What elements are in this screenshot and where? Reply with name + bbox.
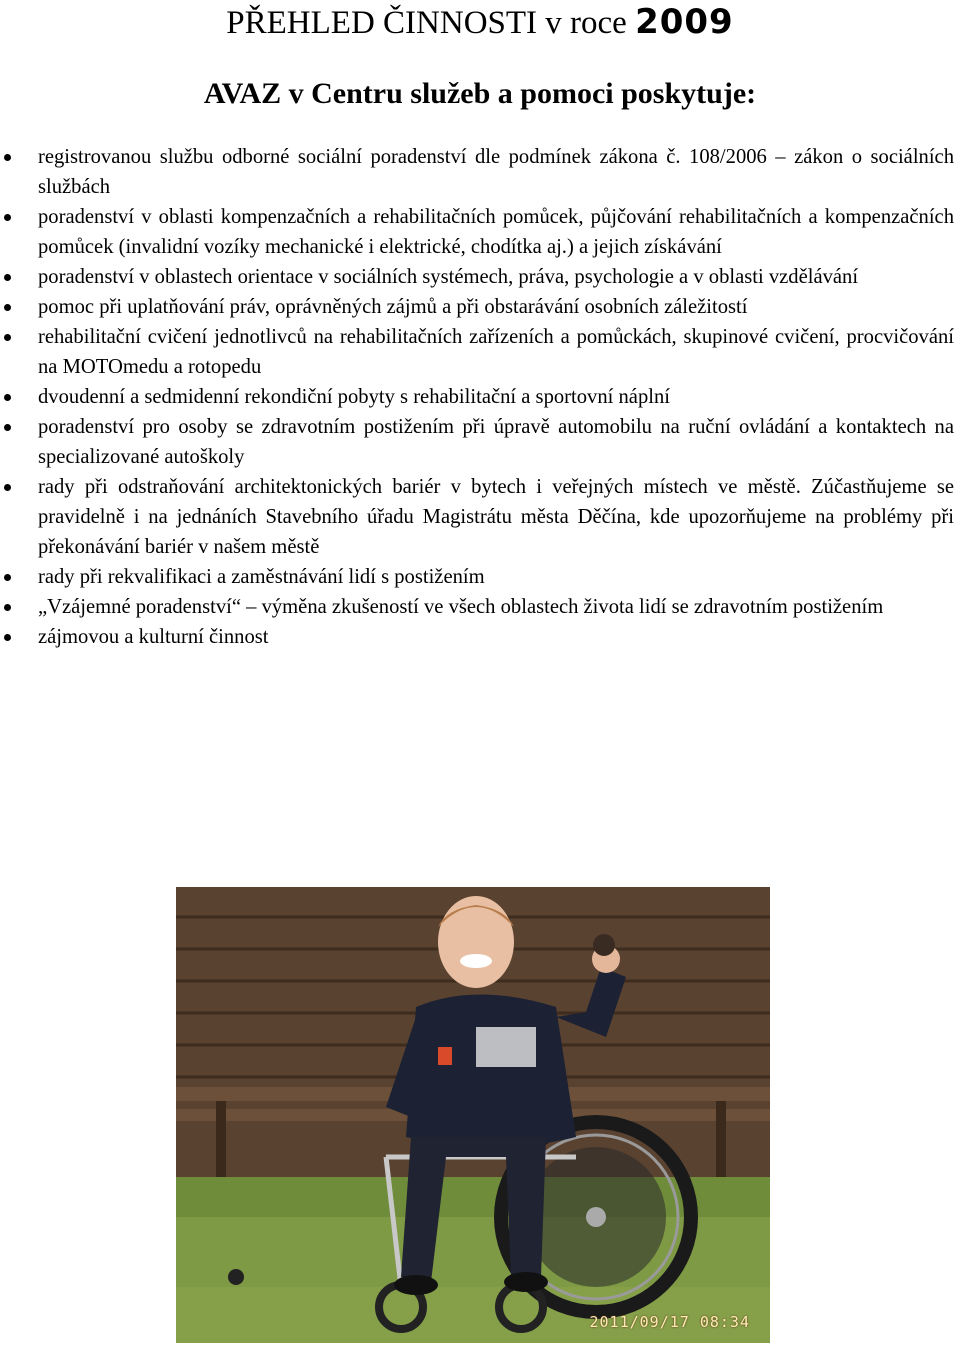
bullet-icon <box>4 274 11 281</box>
list-item <box>0 472 960 562</box>
list-item <box>0 412 960 472</box>
list-item <box>0 382 960 412</box>
bullet-icon <box>4 484 11 491</box>
list-item-text: dvoudenní a sedmidenní rekondiční pobyty s rehabilitační a sportovní náplní <box>38 386 670 408</box>
list-item-text: „Vzájemné poradenství“ – výměna zkušeností ve všech oblastech života lidí se zdravotním postižením <box>38 596 884 618</box>
page-title-text: PŘEHLED ČINNOSTI v roce <box>226 5 627 41</box>
page-title-year: 2009 <box>635 2 734 42</box>
bullet-icon <box>4 574 11 581</box>
list-item-text: rehabilitační cvičení jednotlivců na rehabilitačních zařízeních a pomůckách, skupinové cvičení, procvičování na MOTOmedu a rotopedu <box>38 326 954 378</box>
bullet-icon <box>4 634 11 641</box>
list-item <box>0 592 960 622</box>
list-item-text: rady při rekvalifikaci a zaměstnávání lidí s postižením <box>38 566 485 588</box>
list-item <box>0 142 960 202</box>
list-item <box>0 202 960 262</box>
bullet-icon <box>4 334 11 341</box>
services-list <box>0 142 960 652</box>
list-item <box>0 322 960 382</box>
bullet-icon <box>4 214 11 221</box>
list-item-text: poradenství v oblasti kompenzačních a rehabilitačních pomůcek, půjčování rehabilitačních a kompenzačních pomůcek (invalidní vozíky mechanické i elektrické, chodítka aj.) a jejich získávání <box>38 206 954 258</box>
list-item-text: pomoc při uplatňování práv, oprávněných zájmů a při obstarávání osobních záležitostí <box>38 296 748 318</box>
list-item <box>0 562 960 592</box>
list-item-text: registrovanou službu odborné sociální poradenství dle podmínek zákona č. 108/2006 – zákon o sociálních službách <box>38 146 954 198</box>
list-item <box>0 262 960 292</box>
photo-illustration <box>176 887 770 1343</box>
bullet-icon <box>4 424 11 431</box>
section-heading: AVAZ v Centru služeb a pomoci poskytuje: <box>203 77 757 110</box>
list-item-text: poradenství pro osoby se zdravotním postižením při úpravě automobilu na ruční ovládání a kontaktech na specializované autoškoly <box>38 416 954 468</box>
list-item-text: rady při odstraňování architektonických bariér v bytech i veřejných místech ve městě. Zúčastňujeme se pravidelně i na jednáních Stavebního úřadu Magistrátu města Děčína, kde upozorňujeme na problémy při překonávání bariér v našem městě <box>38 476 954 558</box>
bullet-icon <box>4 394 11 401</box>
wheelchair-user-photo <box>176 887 770 1343</box>
list-item <box>0 292 960 322</box>
bullet-icon <box>4 154 11 161</box>
photo-timestamp: 2011/09/17 08:34 <box>589 1313 750 1331</box>
list-item-text: zájmovou a kulturní činnost <box>38 626 269 648</box>
bullet-icon <box>4 604 11 611</box>
bullet-icon <box>4 304 11 311</box>
list-item <box>0 622 960 652</box>
page-title <box>0 2 960 43</box>
list-item-text: poradenství v oblastech orientace v sociálních systémech, práva, psychologie a v oblasti vzdělávání <box>38 266 859 288</box>
